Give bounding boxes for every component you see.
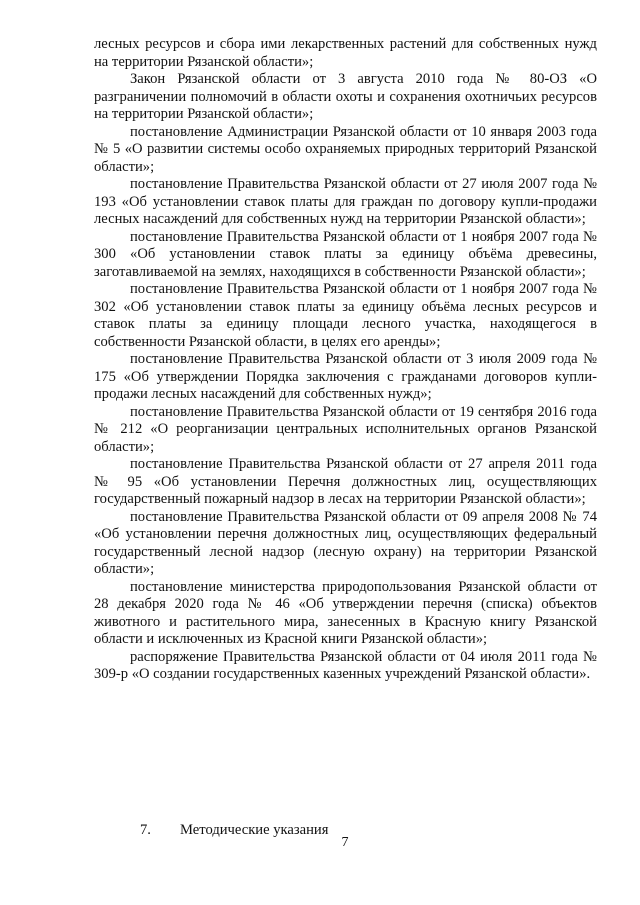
paragraph-resolution-95: постановление Правительства Рязанской области от 27 апреля 2011 года № 95 «Об установлении Перечня должностных лиц, осуществляющих государственный пожарный надзор в лесах на территории Рязанской области»; <box>94 456 597 507</box>
page-number <box>0 835 640 851</box>
paragraph-resolution-175: постановление Правительства Рязанской области от 3 июля 2009 года № 175 «Об утверждении Порядка заключения с гражданами договоров купли-продажи лесных насаждений для собственных нужд»; <box>94 351 597 402</box>
paragraph-resolution-46: постановление министерства природопользования Рязанской области от 28 декабря 2020 года № 46 «Об утверждении перечня (списка) объектов животного и растительного мира, занесенных в Красную книгу Рязанской области и исключенных из Красной книги Рязанской области»; <box>94 578 597 647</box>
paragraph-resolution-193: постановление Правительства Рязанской области от 27 июля 2007 года № 193 «Об установлении ставок платы для граждан по договору купли-продажи лесных насаждений для собственных нужд на территории Рязанской области»; <box>94 176 597 227</box>
section-number: 7. <box>140 822 151 838</box>
paragraph-resolution-302: постановление Правительства Рязанской области от 1 ноября 2007 года № 302 «Об установлении ставок платы за единицу объёма лесных ресурсов и ставок платы за единицу площади лесного участка, находящегося в собственности Рязанской области, в целях его аренды»; <box>94 281 597 350</box>
paragraph-resolution-5: постановление Администрации Рязанской области от 10 января 2003 года № 5 «О развитии системы особо охраняемых природных территорий Рязанской области»; <box>94 123 597 175</box>
paragraph-order-309r: распоряжение Правительства Рязанской области от 04 июля 2011 года № 309-р «О создании государственных казенных учреждений Рязанской области». <box>94 648 597 682</box>
page-number-value: 7 <box>341 835 349 850</box>
section-title: Методические указания <box>180 822 329 838</box>
paragraph-resolution-212: постановление Правительства Рязанской области от 19 сентября 2016 года № 212 «О реорганизации центральных исполнительных органов Рязанской области»; <box>94 403 597 455</box>
paragraph-law-80-oz: Закон Рязанской области от 3 августа 2010 года № 80-ОЗ «О разграничении полномочий в области охоты и сохранения охотничьих ресурсов на территории Рязанской области»; <box>94 71 597 122</box>
paragraph-continued: лесных ресурсов и сбора ими лекарственных растений для собственных нужд на территории Рязанской области»; <box>94 36 597 70</box>
paragraph-resolution-300: постановление Правительства Рязанской области от 1 ноября 2007 года № 300 «Об установлении ставок платы за единицу объёма древесины, заготавливаемой на землях, находящихся в собственности Рязанской области»; <box>94 228 597 280</box>
document-body <box>94 36 597 684</box>
paragraph-resolution-74: постановление Правительства Рязанской области от 09 апреля 2008 № 74 «Об установлении перечня должностных лиц, осуществляющих федеральный государственный лесной надзор (лесную охрану) на территории Рязанской области»; <box>94 508 597 577</box>
